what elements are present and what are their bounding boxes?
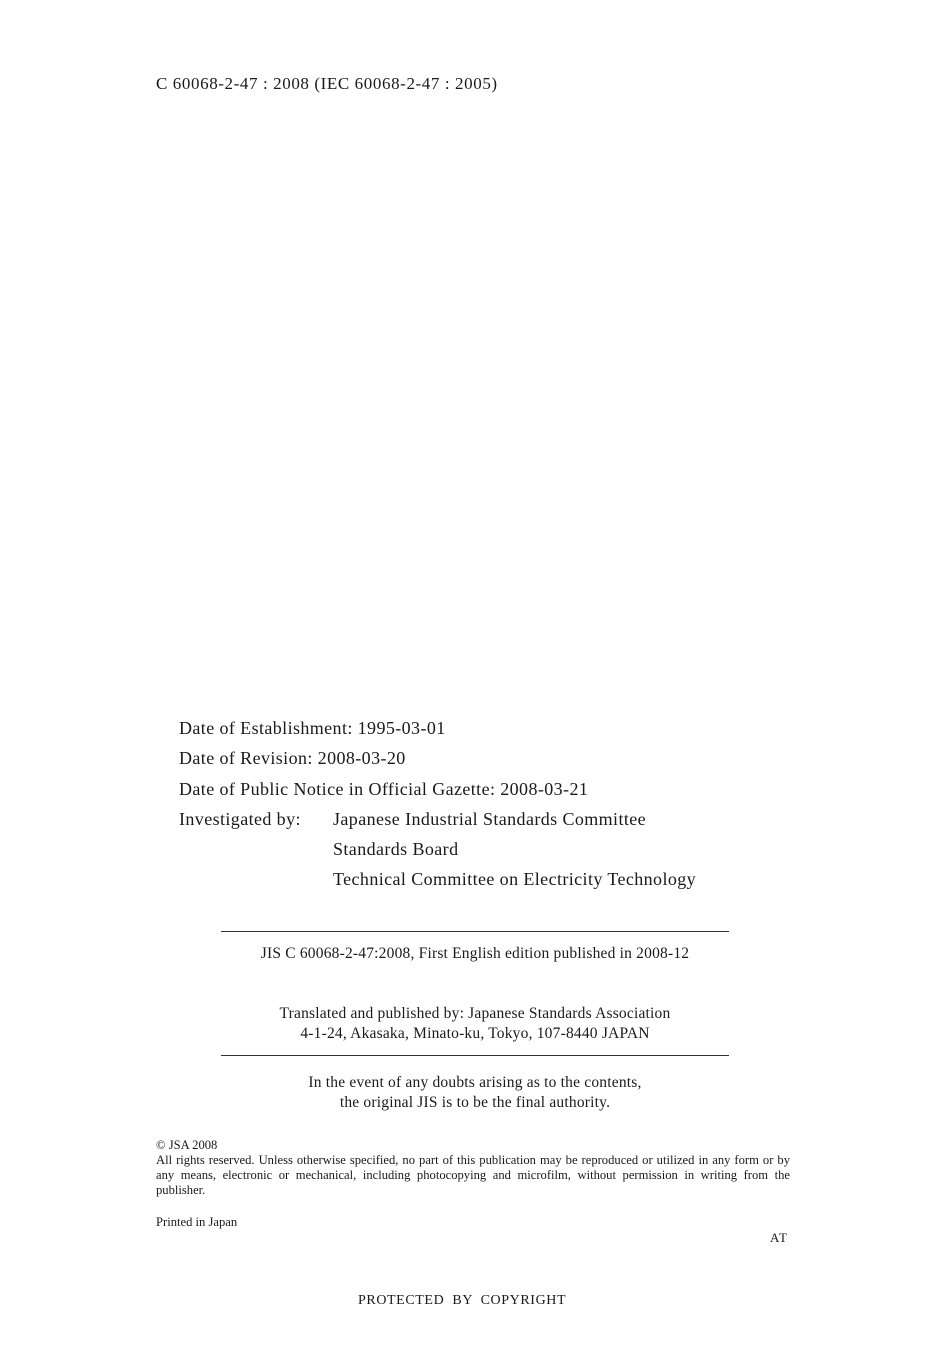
authority-note bbox=[180, 1073, 770, 1113]
investigator-1: Japanese Industrial Standards Committee bbox=[333, 808, 647, 829]
at-mark: AT bbox=[770, 1230, 788, 1245]
copyright-text: All rights reserved. Unless otherwise specified, no part of this publication may be reproduced or utilized in any form or by any means, electronic or mechanical, including photocopying and microfilm, without permission in writing from the publisher. bbox=[156, 1153, 790, 1197]
edition-line: JIS C 60068-2-47:2008, First English edition published in 2008-12 bbox=[260, 945, 690, 962]
date-of-establishment: Date of Establishment: 1995-03-01 bbox=[179, 718, 446, 738]
date-of-public-notice: Date of Public Notice in Official Gazette: 2008-03-21 bbox=[179, 778, 589, 799]
publisher-line-1: Translated and published by: Japanese Standards Association bbox=[279, 1005, 671, 1022]
protected-by-copyright: PROTECTED BY COPYRIGHT bbox=[358, 1293, 567, 1308]
dates-block bbox=[179, 716, 696, 898]
copyright-symbol-line: © JSA 2008 bbox=[156, 1138, 218, 1152]
printed-in: Printed in Japan bbox=[156, 1215, 238, 1229]
investigator-2: Standards Board bbox=[333, 839, 459, 860]
investigator-3: Technical Committee on Electricity Technology bbox=[333, 869, 697, 890]
investigated-by-row bbox=[179, 807, 696, 837]
document-code-header: C 60068-2-47 : 2008 (IEC 60068-2-47 : 2005) bbox=[156, 74, 498, 93]
publisher-block bbox=[180, 1004, 770, 1044]
divider-top bbox=[221, 931, 729, 932]
divider-bottom bbox=[221, 1055, 729, 1056]
date-of-revision: Date of Revision: 2008-03-20 bbox=[179, 748, 406, 769]
copyright-block bbox=[156, 1138, 790, 1198]
authority-line-1: In the event of any doubts arising as to the contents, bbox=[308, 1074, 642, 1091]
investigator-row-2 bbox=[179, 837, 696, 867]
investigator-row-3 bbox=[179, 867, 696, 897]
authority-line-2: the original JIS is to be the final authority. bbox=[339, 1094, 611, 1111]
investigated-by-label: Investigated by: bbox=[179, 808, 301, 829]
publisher-line-2: 4-1-24, Akasaka, Minato-ku, Tokyo, 107-8440 JAPAN bbox=[300, 1025, 650, 1042]
